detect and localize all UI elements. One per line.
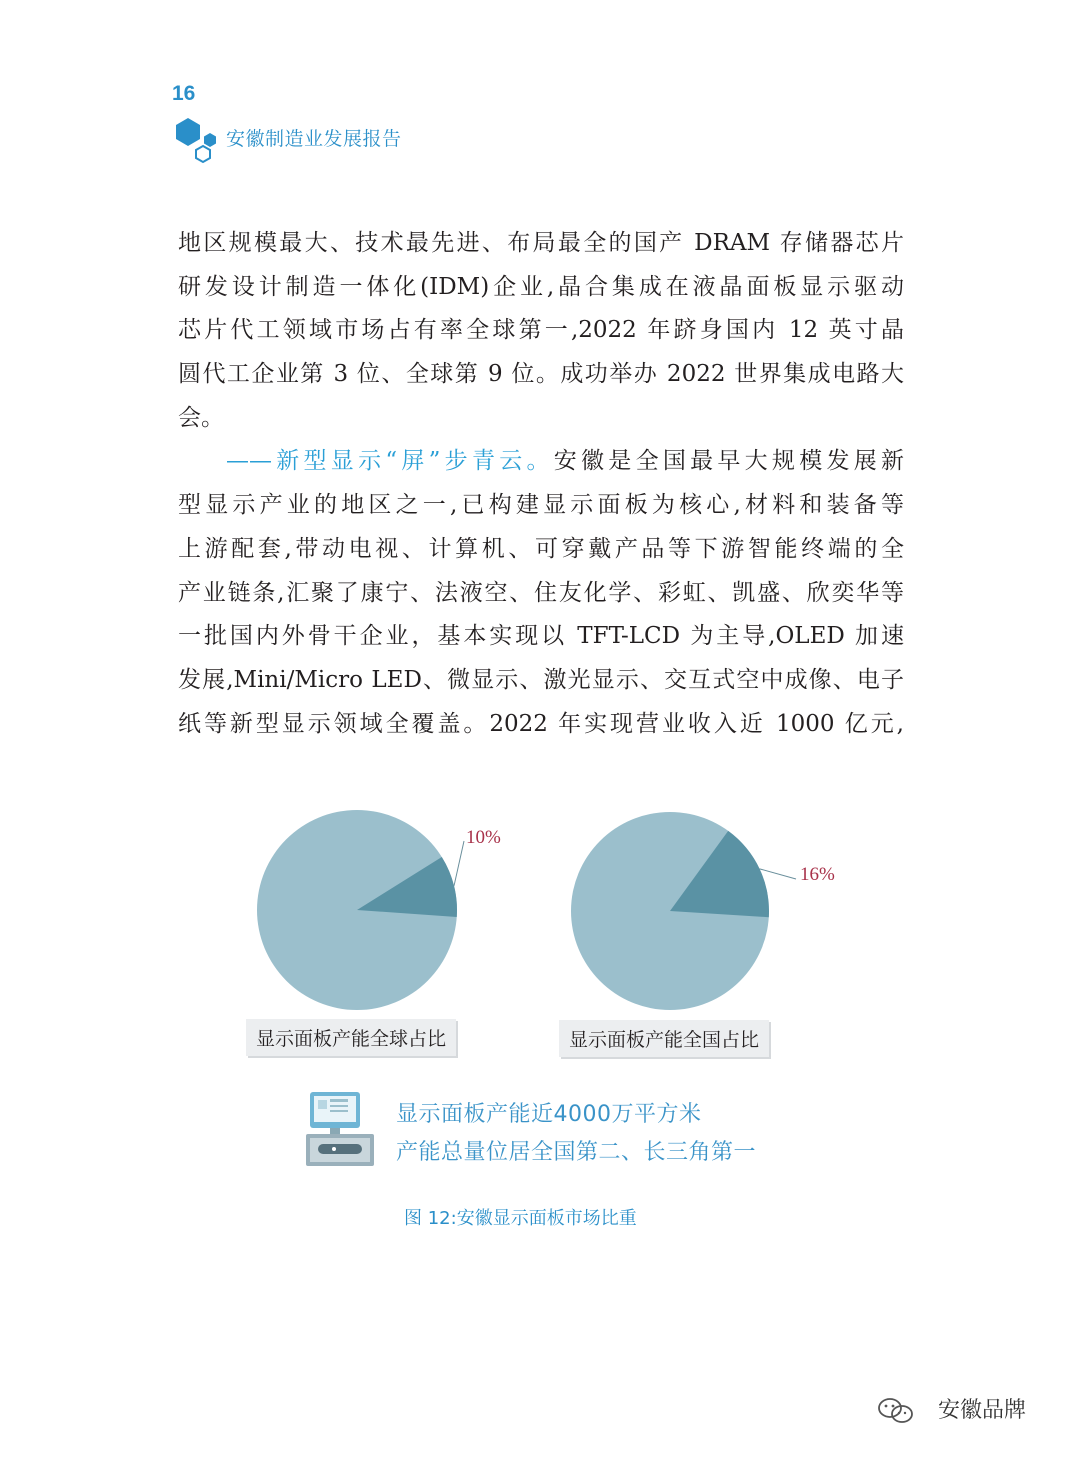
body-line: 地区规模最大、技术最先进、布局最全的国产 DRAM 存储器芯片 bbox=[178, 230, 904, 256]
wechat-icon bbox=[876, 1396, 932, 1426]
stat-capacity: 显示面板产能近4000万平方米 bbox=[396, 1102, 702, 1127]
report-title: 安徽制造业发展报告 bbox=[226, 128, 402, 150]
pie-0-rest-slice bbox=[257, 810, 457, 1010]
body-line: 会。 bbox=[178, 404, 224, 431]
pie-global-percent-label: 10% bbox=[466, 827, 501, 848]
pie-1-rest-slice bbox=[571, 812, 769, 1010]
body-line: 型显示产业的地区之一,已构建显示面板为核心,材料和装备等 bbox=[178, 492, 904, 519]
body-line: 芯片代工领域市场占有率全球第一,2022 年跻身国内 12 英寸晶 bbox=[178, 317, 904, 344]
stat-ranking: 产能总量位居全国第二、长三角第一 bbox=[396, 1140, 757, 1165]
body-line: 圆代工企业第 3 位、全球第 9 位。成功举办 2022 世界集成电路大 bbox=[178, 361, 904, 388]
pie-1-leader-line bbox=[760, 869, 796, 879]
pie-1-highlight-slice bbox=[670, 831, 769, 917]
body-line: 发展,Mini/Micro LED、微显示、激光显示、交互式空中成像、电子 bbox=[178, 666, 904, 693]
body-line: 一批国内外骨干企业，基本实现以 TFT-LCD 为主导,OLED 加速 bbox=[178, 623, 904, 650]
body-text bbox=[178, 222, 904, 746]
body-line: 上游配套,带动电视、计算机、可穿戴产品等下游智能终端的全 bbox=[178, 535, 904, 562]
pie-0-leader-line bbox=[454, 841, 464, 886]
section-first-line bbox=[178, 440, 904, 484]
section-heading: ——新型显示“屏”步青云。 bbox=[226, 448, 554, 475]
pie-national-percent-label: 16% bbox=[800, 864, 835, 885]
body-line: 产业链条,汇聚了康宁、法液空、住友化学、彩虹、凯盛、欣奕华等 bbox=[178, 579, 904, 606]
body-line: 研发设计制造一体化(IDM)企业,晶合集成在液晶面板显示驱动 bbox=[178, 273, 904, 300]
hexagon-logo-icon bbox=[170, 114, 220, 166]
figure-caption: 图 12:安徽显示面板市场比重 bbox=[404, 1208, 637, 1229]
pie-0-highlight-slice bbox=[357, 857, 457, 917]
pie-global-title: 显示面板产能全球占比 bbox=[246, 1019, 456, 1056]
section-first-text: 安徽是全国最早大规模发展新 bbox=[553, 448, 904, 475]
computer-icon bbox=[304, 1090, 376, 1170]
watermark-text: 安徽品牌 bbox=[938, 1398, 1027, 1423]
watermark bbox=[938, 1393, 1026, 1424]
pie-national-title: 显示面板产能全国占比 bbox=[559, 1020, 769, 1057]
body-line: 纸等新型显示领域全覆盖。2022 年实现营业收入近 1000 亿元, bbox=[178, 710, 904, 737]
page-number: 16 bbox=[172, 82, 196, 105]
